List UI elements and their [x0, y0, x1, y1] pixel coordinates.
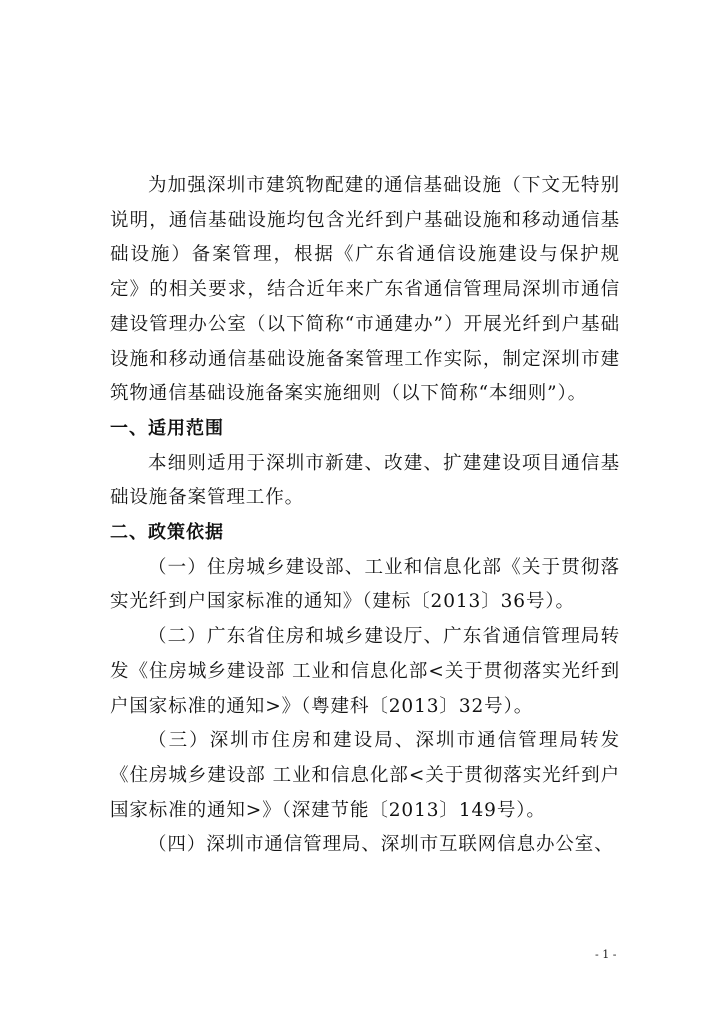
document-body [110, 169, 620, 863]
intro-paragraph: 为加强深圳市建筑物配建的通信基础设施（下文无特别说明，通信基础设施均包含光纤到户基础设施和移动通信基础设施）备案管理，根据《广东省通信设施建设与保护规定》的相关要求，结合近年来广东省通信管理局深圳市通信建设管理办公室（以下简称“市通建办”）开展光纤到户基础设施和移动通信基础设施备案管理工作实际，制定深圳市建筑物通信基础设施备案实施细则（以下简称“本细则”）。 [110, 175, 620, 405]
page-number: - 1 - [595, 948, 617, 961]
scope-paragraph: 本细则适用于深圳市新建、改建、扩建建设项目通信基础设施备案管理工作。 [110, 452, 620, 509]
policy-item-2: （二）广东省住房和城乡建设厅、广东省通信管理局转发《住房城乡建设部 工业和信息化部<关于贯彻落实光纤到户国家标准的通知>》（粤建科〔2013〕32号）。 [110, 626, 620, 717]
policy-item-3: （三）深圳市住房和建设局、深圳市通信管理局转发《住房城乡建设部 工业和信息化部<关于贯彻落实光纤到户国家标准的通知>》（深建节能〔2013〕149号）。 [110, 730, 620, 821]
policy-item-1: （一）住房城乡建设部、工业和信息化部《关于贯彻落实光纤到户国家标准的通知》（建标〔2013〕36号）。 [110, 556, 620, 613]
section-heading-policy-basis: 二、政策依据 [110, 522, 224, 544]
section-heading-scope: 一、适用范围 [110, 417, 224, 439]
policy-item-4: （四）深圳市通信管理局、深圳市互联网信息办公室、 [148, 834, 614, 856]
